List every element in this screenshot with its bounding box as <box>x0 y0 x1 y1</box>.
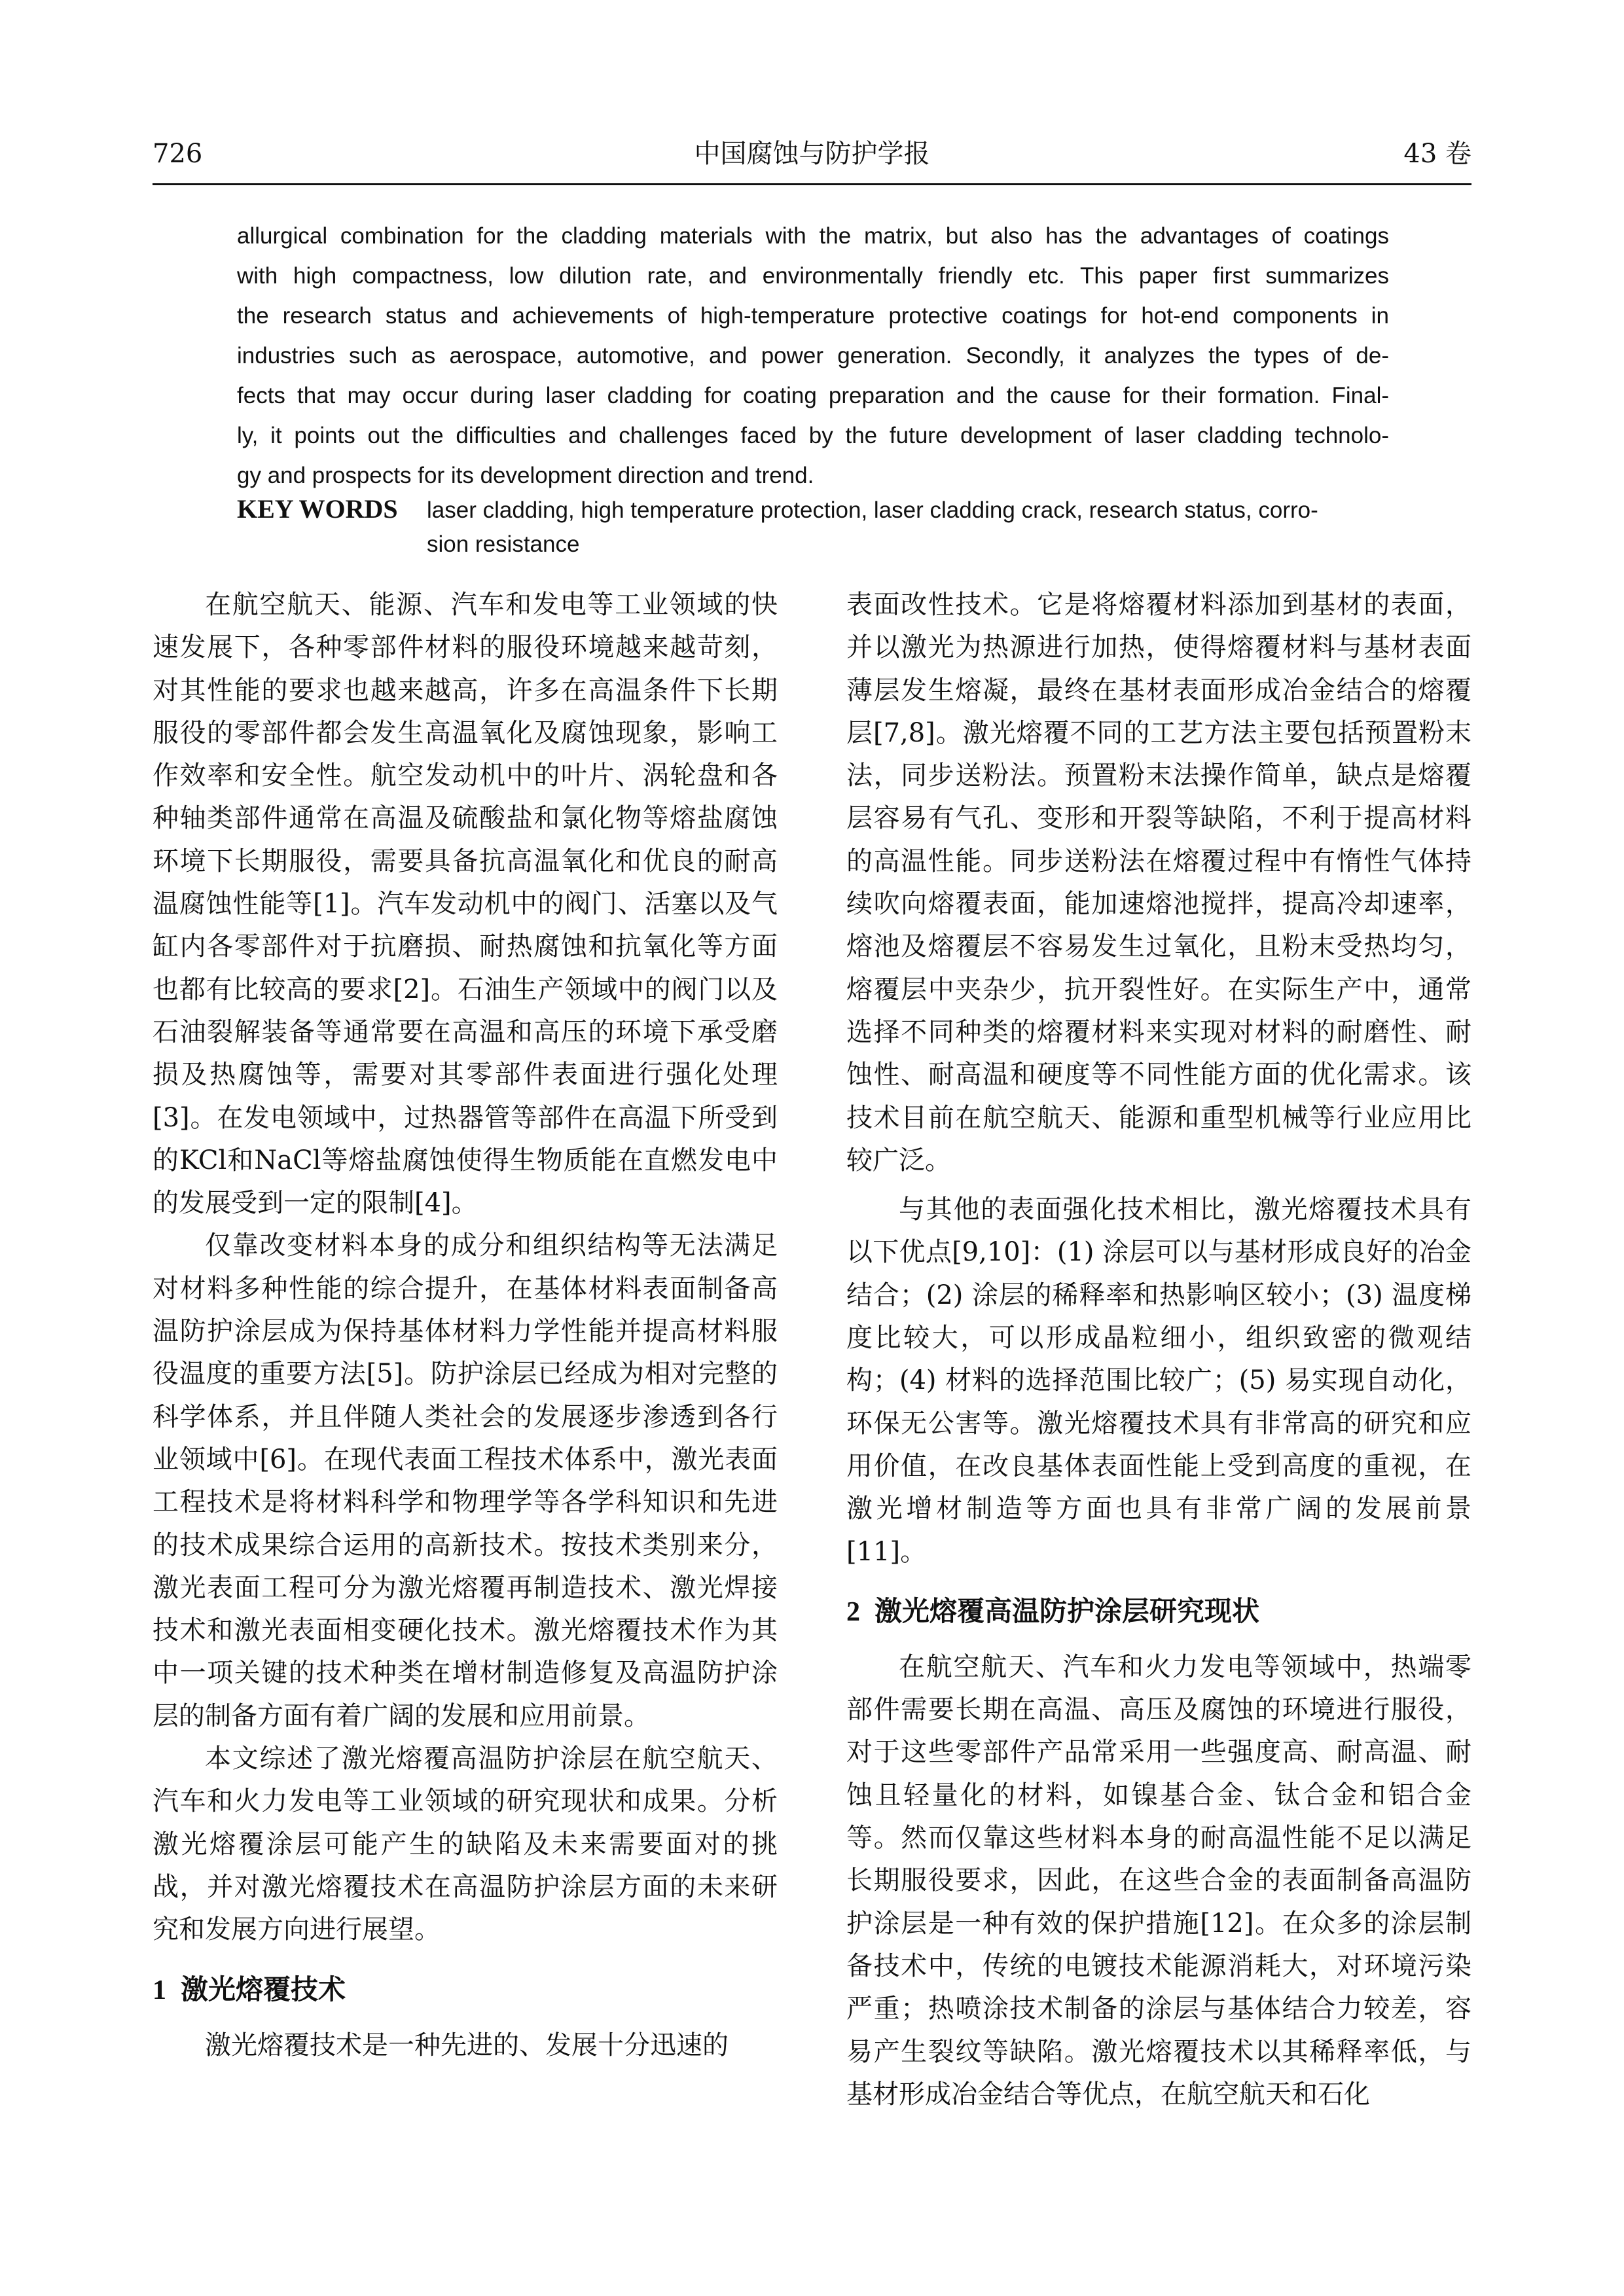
journal-title: 中国腐蚀与防护学报 <box>694 139 930 169</box>
abstract-block <box>237 216 1389 495</box>
section-2-paragraph-1: 在航空航天、汽车和火力发电等领域中，热端零部件需要长期在高温、高压及腐蚀的环境进行服役，对于这些零部件产品常采用一些强度高、耐高温、耐蚀且轻量化的材料，如镍基合金、钛合金和铝合金等。然而仅靠这些材料本身的耐高温性能不足以满足长期服役要求，因此，在这些合金的表面制备高温防护涂层是一种有效的保护措施[12]。在众多的涂层制备技术中，传统的电镀技术能源消耗大，对环境污染严重；热喷涂技术制备的涂层与基体结合力较差，容易产生裂纹等缺陷。激光熔覆技术以其稀释率低，与基材形成冶金结合等优点，在航空航天和石化 <box>846 1651 1471 2109</box>
keywords-text <box>427 493 1396 562</box>
section-1-title: 激光熔覆技术 <box>181 1973 346 2005</box>
intro-paragraph-2: 仅靠改变材料本身的成分和组织结构等无法满足对材料多种性能的综合提升，在基体材料表面制备高温防护涂层成为保持基体材料力学性能并提高材料服役温度的重要方法[5]。防护涂层已经成为相对完整的科学体系，并且伴随人类社会的发展逐步渗透到各行业领域中[6]。在现代表面工程技术体系中，激光表面工程技术是将材料科学和物理学等各学科知识和先进的技术成果综合运用的高新技术。按技术类别来分，激光表面工程可分为激光熔覆再制造技术、激光焊接技术和激光表面相变硬化技术。激光熔覆技术作为其中一项关键的技术种类在增材制造修复及高温防护涂层的制备方面有着广阔的发展和应用前景。 <box>153 1230 778 1731</box>
volume-label: 43 卷 <box>1403 139 1471 169</box>
abstract-line: allurgical combination for the cladding materials with the matrix, but also has the advantages of coatings <box>237 223 1389 249</box>
section-2-number: 2 <box>846 1596 860 1627</box>
abstract-line: ly, it points out the difficulties and challenges faced by the future development of laser cladding technolo- <box>237 423 1389 448</box>
keywords-line: laser cladding, high temperature protection, laser cladding crack, research status, corro- <box>427 497 1318 523</box>
section-1-paragraph-continued: 表面改性技术。它是将熔覆材料添加到基材的表面，并以激光为热源进行加热，使得熔覆材料与基材表面薄层发生熔凝，最终在基材表面形成冶金结合的熔覆层[7,8]。激光熔覆不同的工艺方法主要包括预置粉末法，同步送粉法。预置粉末法操作简单，缺点是熔覆层容易有气孔、变形和开裂等缺陷，不利于提高材料的高温性能。同步送粉法在熔覆过程中有惰性气体持续吹向熔覆表面，能加速熔池搅拌，提高冷却速率，熔池及熔覆层不容易发生过氧化，且粉末受热均匀，熔覆层中夹杂少，抗开裂性好。在实际生产中，通常选择不同种类的熔覆材料来实现对材料的耐磨性、耐蚀性、耐高温和硬度等不同性能方面的优化需求。该技术目前在航空航天、能源和重型机械等行业应用比较广泛。 <box>846 590 1471 1175</box>
abstract-line: industries such as aerospace, automotive, and power generation. Secondly, it analyzes the types of de- <box>237 343 1389 368</box>
section-1-paragraph-start: 激光熔覆技术是一种先进的、发展十分迅速的 <box>205 2030 729 2060</box>
section-2-heading <box>846 1573 1471 1646</box>
keywords-label: KEY WORDS <box>237 494 398 524</box>
intro-paragraph-3: 本文综述了激光熔覆高温防护涂层在航空航天、汽车和火力发电等工业领域的研究现状和成果。分析激光熔覆涂层可能产生的缺陷及未来需要面对的挑战，并对激光熔覆技术在高温防护涂层方面的未来研究和发展方向进行展望。 <box>153 1744 778 1945</box>
abstract-line: the research status and achievements of high-temperature protective coatings for hot-end components in <box>237 303 1389 329</box>
section-1-number: 1 <box>153 1975 166 2005</box>
right-column <box>846 584 1471 2116</box>
abstract-line: with high compactness, low dilution rate, and environmentally friendly etc. This paper first summarizes <box>237 263 1389 289</box>
left-column <box>153 584 778 2067</box>
keywords-line: sion resistance <box>427 531 580 557</box>
header-rule <box>153 183 1471 185</box>
page-number: 726 <box>153 139 203 169</box>
section-1-heading <box>153 1952 778 2024</box>
abstract-line: fects that may occur during laser cladding for coating preparation and the cause for their formation. Final- <box>237 383 1389 408</box>
section-1-paragraph-2: 与其他的表面强化技术相比，激光熔覆技术具有以下优点[9,10]：(1) 涂层可以与基材形成良好的冶金结合；(2) 涂层的稀释率和热影响区较小；(3) 温度梯度比较大，可以形成晶粒细小，组织致密的微观结构；(4) 材料的选择范围比较广；(5) 易实现自动化，环保无公害等。激光熔覆技术具有非常高的研究和应用价值，在改良基体表面性能上受到高度的重视，在激光增材制造等方面也具有非常广阔的发展前景[11]。 <box>846 1194 1471 1567</box>
intro-paragraph-1: 在航空航天、能源、汽车和发电等工业领域的快速发展下，各种零部件材料的服役环境越来越苛刻，对其性能的要求也越来越高，许多在高温条件下长期服役的零部件都会发生高温氧化及腐蚀现象，影响工作效率和安全性。航空发动机中的叶片、涡轮盘和各种轴类部件通常在高温及硫酸盐和氯化物等熔盐腐蚀环境下长期服役，需要具备抗高温氧化和优良的耐高温腐蚀性能等[1]。汽车发动机中的阀门、活塞以及气缸内各零部件对于抗磨损、耐热腐蚀和抗氧化等方面也都有比较高的要求[2]。石油生产领域中的阀门以及石油裂解装备等通常要在高温和高压的环境下承受磨损及热腐蚀等，需要对其零部件表面进行强化处理[3]。在发电领域中，过热器管等部件在高温下所受到的KCl和NaCl等熔盐腐蚀使得生物质能在直燃发电中的发展受到一定的限制[4]。 <box>153 590 778 1219</box>
section-2-title: 激光熔覆高温防护涂层研究现状 <box>875 1594 1260 1627</box>
abstract-line: gy and prospects for its development direction and trend. <box>237 463 814 488</box>
